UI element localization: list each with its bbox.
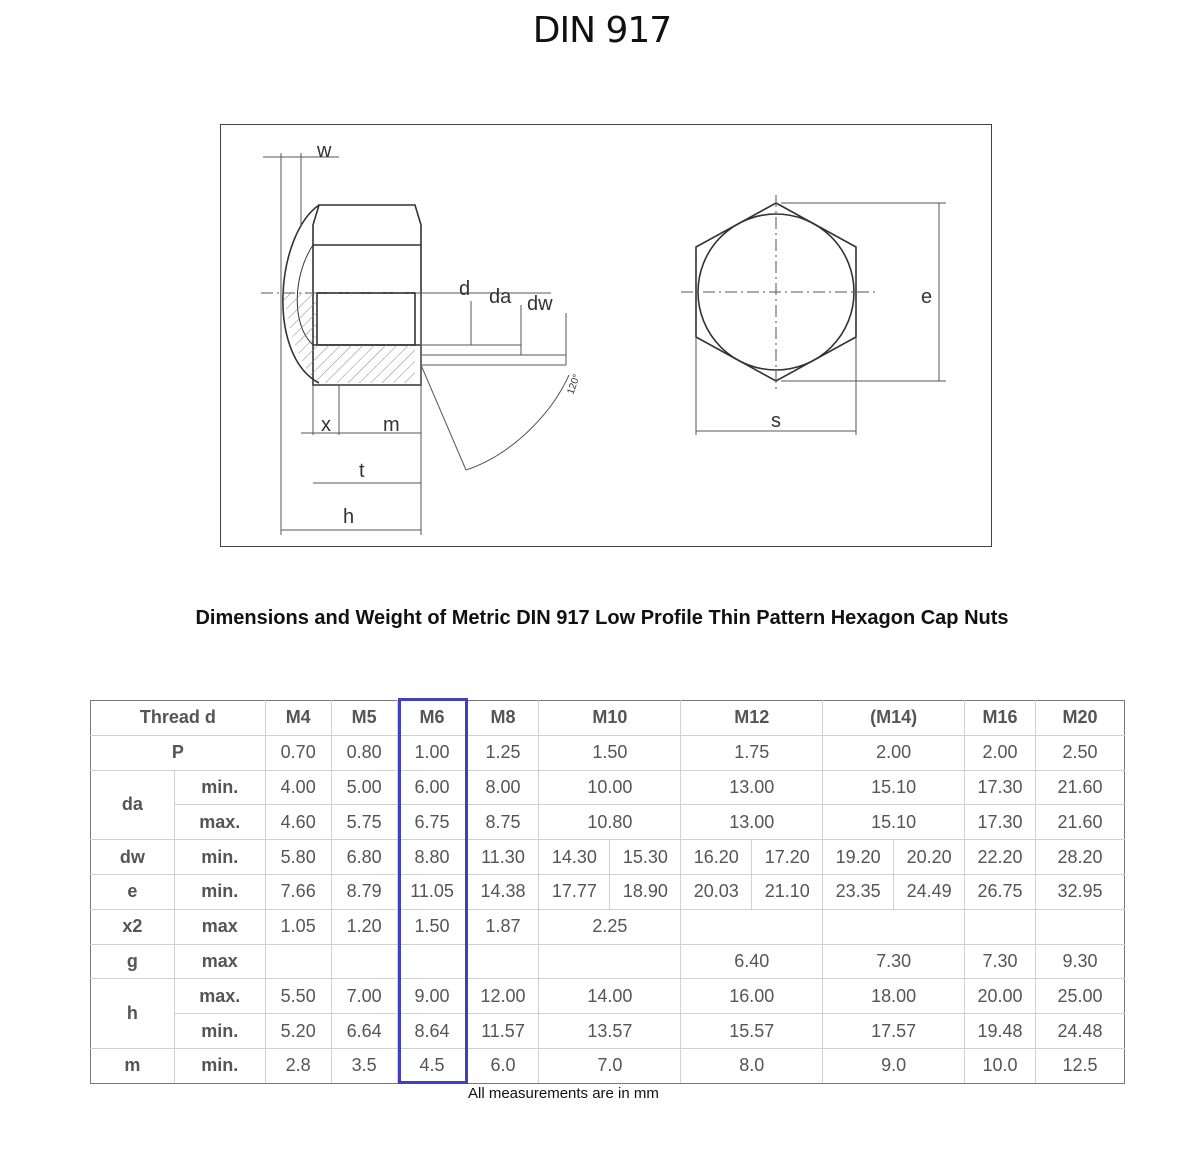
row-label: P — [91, 735, 266, 770]
table-cell: 26.75 — [965, 874, 1036, 909]
table-cell: 8.00 — [467, 770, 539, 805]
table-cell: 20.00 — [965, 979, 1036, 1014]
table-cell: 15.57 — [681, 1014, 823, 1049]
table-cell: 17.20 — [752, 840, 823, 875]
table-row-h-min — [91, 1014, 1125, 1049]
row-sublabel: max. — [174, 979, 265, 1014]
technical-drawing — [220, 124, 992, 547]
table-cell: 4.5 — [397, 1048, 467, 1083]
table-cell: 1.50 — [397, 909, 467, 944]
table-cell: 6.00 — [397, 770, 467, 805]
table-cell: 4.60 — [265, 805, 331, 840]
table-cell: 1.05 — [265, 909, 331, 944]
page-title: DIN 917 — [532, 10, 672, 51]
table-cell: 5.50 — [265, 979, 331, 1014]
table-cell: 1.50 — [539, 735, 681, 770]
table-row-p — [91, 735, 1125, 770]
table-cell: 11.30 — [467, 840, 539, 875]
row-label: da — [91, 770, 175, 840]
label-w: w — [317, 140, 332, 162]
table-cell: 7.66 — [265, 874, 331, 909]
table-row-m — [91, 1048, 1125, 1083]
table-cell: 23.35 — [823, 874, 894, 909]
table-cell: 9.00 — [397, 979, 467, 1014]
label-s: s — [771, 410, 781, 432]
table-cell: 16.20 — [681, 840, 752, 875]
label-da: da — [489, 286, 512, 308]
table-cell: 32.95 — [1036, 874, 1125, 909]
table-cell: 6.64 — [331, 1014, 397, 1049]
table-cell: 8.80 — [397, 840, 467, 875]
table-cell: 8.75 — [467, 805, 539, 840]
header-m5: M5 — [331, 701, 397, 736]
table-cell: 28.20 — [1036, 840, 1125, 875]
table-cell: 5.20 — [265, 1014, 331, 1049]
row-label: h — [91, 979, 175, 1049]
row-sublabel: max — [174, 909, 265, 944]
table-cell: 5.00 — [331, 770, 397, 805]
table-cell: 5.75 — [331, 805, 397, 840]
table-cell: 1.20 — [331, 909, 397, 944]
table-cell — [1036, 909, 1125, 944]
table-cell: 9.0 — [823, 1048, 965, 1083]
table-cell: 16.00 — [681, 979, 823, 1014]
label-h: h — [343, 506, 355, 528]
label-x: x — [321, 414, 331, 436]
table-cell: 18.90 — [610, 874, 681, 909]
label-m: m — [383, 414, 400, 436]
table-cell: 18.00 — [823, 979, 965, 1014]
table-cell: 9.30 — [1036, 944, 1125, 979]
table-cell — [331, 944, 397, 979]
dimensions-table — [90, 700, 1125, 1084]
table-cell: 21.10 — [752, 874, 823, 909]
measurement-note: All measurements are in mm — [468, 1085, 659, 1102]
row-sublabel: min. — [174, 770, 265, 805]
header-m6: M6 — [397, 701, 467, 736]
table-cell: 8.79 — [331, 874, 397, 909]
table-cell — [681, 909, 823, 944]
table-cell: 17.57 — [823, 1014, 965, 1049]
row-sublabel: min. — [174, 874, 265, 909]
table-cell: 22.20 — [965, 840, 1036, 875]
header-m8: M8 — [467, 701, 539, 736]
table-cell: 11.57 — [467, 1014, 539, 1049]
m6-highlight-box — [398, 698, 468, 1084]
table-cell: 14.30 — [539, 840, 610, 875]
table-cell: 14.00 — [539, 979, 681, 1014]
table-cell — [265, 944, 331, 979]
table-cell: 7.00 — [331, 979, 397, 1014]
table-heading: Dimensions and Weight of Metric DIN 917 Low Profile Thin Pattern Hexagon Cap Nuts — [195, 607, 1009, 629]
table-cell: 5.80 — [265, 840, 331, 875]
table-cell: 7.30 — [965, 944, 1036, 979]
table-cell — [823, 909, 965, 944]
table-cell: 0.70 — [265, 735, 331, 770]
table-cell: 24.48 — [1036, 1014, 1125, 1049]
row-sublabel: min. — [174, 1014, 265, 1049]
table-cell: 1.00 — [397, 735, 467, 770]
table-row-h-max — [91, 979, 1125, 1014]
table-cell: 17.30 — [965, 805, 1036, 840]
header-thread: Thread d — [91, 701, 266, 736]
label-dw: dw — [527, 293, 553, 315]
table-cell: 24.49 — [894, 874, 965, 909]
table-cell: 0.80 — [331, 735, 397, 770]
row-label: e — [91, 874, 175, 909]
header-m14: (M14) — [823, 701, 965, 736]
table-row-g — [91, 944, 1125, 979]
table-row-header — [91, 701, 1125, 736]
table-cell — [467, 944, 539, 979]
label-e: e — [921, 286, 933, 308]
table-cell: 2.8 — [265, 1048, 331, 1083]
table-cell: 12.00 — [467, 979, 539, 1014]
header-m20: M20 — [1036, 701, 1125, 736]
table-cell: 21.60 — [1036, 770, 1125, 805]
table-cell: 1.25 — [467, 735, 539, 770]
table-cell: 21.60 — [1036, 805, 1125, 840]
table-cell: 6.40 — [681, 944, 823, 979]
table-cell: 1.87 — [467, 909, 539, 944]
row-label: dw — [91, 840, 175, 875]
table-cell: 7.30 — [823, 944, 965, 979]
table-cell: 6.0 — [467, 1048, 539, 1083]
table-cell: 15.10 — [823, 770, 965, 805]
table-cell: 13.57 — [539, 1014, 681, 1049]
table-row-da-max — [91, 805, 1125, 840]
table-cell: 25.00 — [1036, 979, 1125, 1014]
table-cell: 14.38 — [467, 874, 539, 909]
table-cell: 1.75 — [681, 735, 823, 770]
table-cell: 11.05 — [397, 874, 467, 909]
row-label: g — [91, 944, 175, 979]
header-m10: M10 — [539, 701, 681, 736]
table-cell: 17.30 — [965, 770, 1036, 805]
row-sublabel: min. — [174, 1048, 265, 1083]
table-cell: 15.30 — [610, 840, 681, 875]
table-cell: 13.00 — [681, 805, 823, 840]
row-label: m — [91, 1048, 175, 1083]
table-cell: 4.00 — [265, 770, 331, 805]
label-d: d — [459, 278, 471, 300]
table-cell: 13.00 — [681, 770, 823, 805]
table-cell: 15.10 — [823, 805, 965, 840]
row-sublabel: max. — [174, 805, 265, 840]
table-cell: 10.0 — [965, 1048, 1036, 1083]
table-cell: 6.80 — [331, 840, 397, 875]
table-cell: 20.20 — [894, 840, 965, 875]
cap-nut-drawing — [221, 125, 993, 548]
table-cell: 8.0 — [681, 1048, 823, 1083]
table-cell — [965, 909, 1036, 944]
table-cell: 2.00 — [965, 735, 1036, 770]
table-cell: 10.80 — [539, 805, 681, 840]
row-label: x2 — [91, 909, 175, 944]
table-cell: 8.64 — [397, 1014, 467, 1049]
table-cell: 19.48 — [965, 1014, 1036, 1049]
label-angle: 120° — [565, 372, 583, 397]
table-row-e — [91, 874, 1125, 909]
table-cell: 2.00 — [823, 735, 965, 770]
table-cell: 3.5 — [331, 1048, 397, 1083]
table-cell: 2.25 — [539, 909, 681, 944]
row-sublabel: max — [174, 944, 265, 979]
table-row-da-min — [91, 770, 1125, 805]
header-m12: M12 — [681, 701, 823, 736]
table-cell: 2.50 — [1036, 735, 1125, 770]
table-cell: 20.03 — [681, 874, 752, 909]
header-m4: M4 — [265, 701, 331, 736]
table-cell: 7.0 — [539, 1048, 681, 1083]
label-t: t — [359, 460, 365, 482]
table-cell — [539, 944, 681, 979]
table-cell: 19.20 — [823, 840, 894, 875]
table-cell: 10.00 — [539, 770, 681, 805]
table-cell: 6.75 — [397, 805, 467, 840]
table-row-x2 — [91, 909, 1125, 944]
table-cell: 17.77 — [539, 874, 610, 909]
row-sublabel: min. — [174, 840, 265, 875]
table-row-dw — [91, 840, 1125, 875]
header-m16: M16 — [965, 701, 1036, 736]
table-cell: 12.5 — [1036, 1048, 1125, 1083]
